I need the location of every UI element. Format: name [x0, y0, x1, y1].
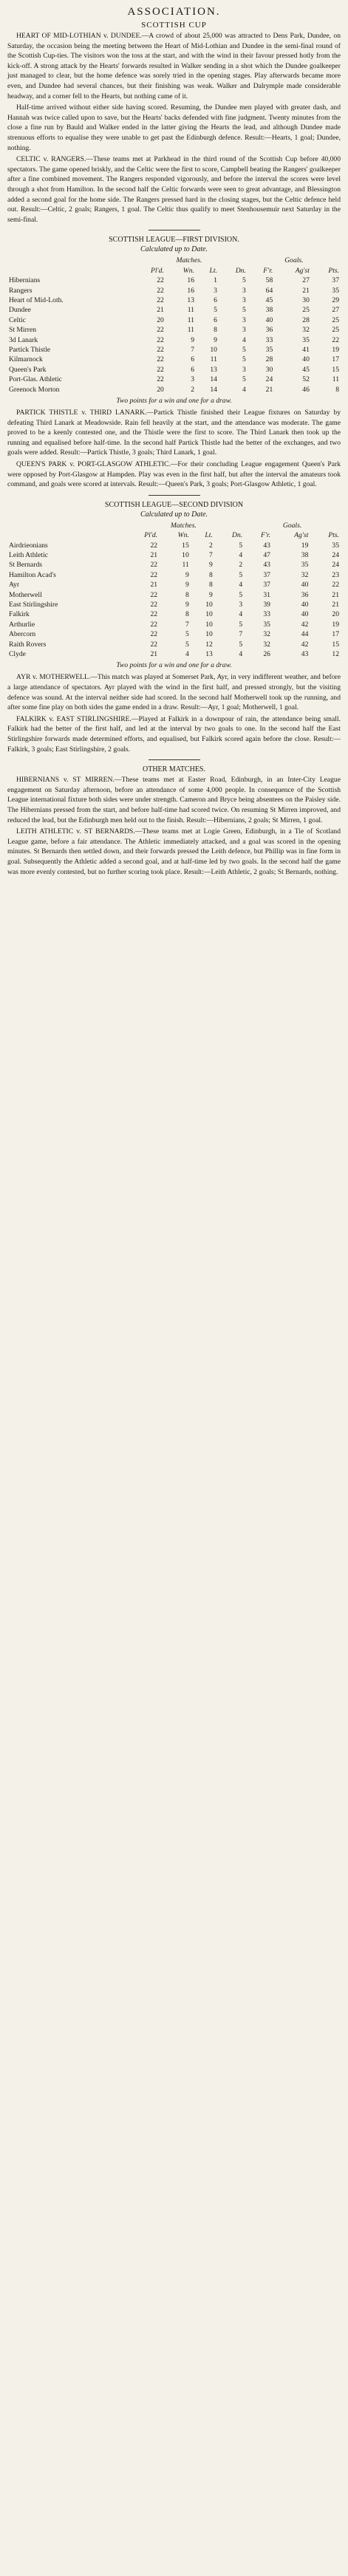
cell-lost: 10: [210, 345, 217, 354]
cell-pld: 21: [150, 550, 158, 559]
col-drawn: Dn.: [232, 531, 243, 540]
cell-pld: 21: [150, 581, 158, 590]
cell-against: 40: [301, 610, 309, 619]
cell-pld: 21: [150, 650, 158, 658]
table-row: [7, 315, 341, 325]
cell-for: 33: [263, 610, 270, 619]
cell-for: 35: [263, 620, 270, 629]
first-division-section: [7, 236, 341, 489]
cell-pts: 35: [332, 286, 339, 295]
cell-for: 38: [265, 306, 273, 315]
cell-won: 7: [185, 620, 189, 629]
cell-lost: 10: [205, 600, 213, 609]
cell-lost: 7: [209, 550, 213, 559]
cell-against: 42: [301, 620, 309, 629]
cell-club: Ayr: [9, 581, 20, 590]
table-row: [7, 570, 341, 580]
section-divider: [149, 495, 200, 496]
cell-won: 5: [185, 630, 189, 639]
cell-against: 38: [301, 550, 309, 559]
table-row: [7, 345, 341, 355]
cell-drawn: 4: [239, 610, 243, 619]
cell-against: 27: [302, 276, 310, 285]
cell-won: 10: [182, 550, 189, 559]
cell-club: Arthurlie: [9, 620, 35, 629]
cell-pld: 22: [150, 600, 158, 609]
header-matches: Matches.: [170, 521, 197, 530]
cell-club: Port-Glas. Athletic: [9, 375, 62, 384]
section-divider: [149, 759, 200, 760]
cell-pld: 22: [157, 375, 164, 384]
cell-pld: 22: [150, 590, 158, 599]
cell-pld: 22: [157, 365, 164, 374]
table-row: [7, 609, 341, 619]
cell-pts: 19: [332, 620, 339, 629]
cell-against: 40: [302, 355, 310, 364]
cell-lost: 10: [205, 610, 213, 619]
table-row: [7, 629, 341, 639]
cell-lost: 14: [210, 385, 217, 394]
cell-lost: 3: [214, 286, 217, 295]
cell-for: 32: [263, 630, 270, 639]
cell-club: Rangers: [9, 286, 33, 295]
col-against: Ag'st: [295, 266, 310, 275]
cell-won: 6: [191, 365, 194, 374]
cell-for: 24: [265, 375, 273, 384]
cell-for: 39: [263, 600, 270, 609]
table-row: [7, 375, 341, 384]
cell-pts: 35: [332, 541, 339, 550]
cell-lost: 12: [205, 640, 213, 649]
report-paragraph: QUEEN'S PARK v. PORT-GLASGOW ATHLETIC.—For their concluding League engagement Queen's Park were opposed by Port-Glasgow at Hampden. Play was even in the first half, but after the interval the amateurs took command, and goals were scored at intervals. Result:—Queen's Park, 3 goals; Port-Glasgow Athletic, 1 goal.: [7, 459, 341, 489]
cell-pts: 23: [332, 570, 339, 579]
report-paragraph: HIBERNIANS v. ST MIRREN.—These teams met at Easter Road, Edinburgh, in an Inter-City League engagement on Saturday afternoon, before an attendance of some 4,000 people. In consequence of the Scottish League international fixture both sides were under strength. Cameron and Bryce being absentees on the Paisley side. The Hibernians pressed from the start, and before half-time had scored twice. On resuming St Mirren improved, and reduced the lead, but the Edinburgh men held out to the finish. Result:—Hibernians, 2 goals; St Mirren, 1 goal.: [7, 776, 341, 824]
cell-against: 30: [302, 295, 310, 304]
table-row: [7, 385, 341, 394]
report-paragraph: CELTIC v. RANGERS.—These teams met at Parkhead in the third round of the Scottish Cup before 40,000 spectators. The game opened briskly, and the Celtic were the first to score, Campbell beating the Rangers' goalkeeper after a fine combined movement. The Rangers responded vigorously, and before the interval the scores were level through a shot from Hamilton. In the second half the Celtic forwards were seen to great advantage, and Blessington added a second goal for the home side. The Rangers pressed hard in the closing stages, but the Celtic defence held out. Result:—Celtic, 2 goals; Rangers, 1 goal. The Celtic thus qualify to meet Stenhousemuir next Saturday in the semi-final.: [7, 155, 341, 224]
association-section: [7, 6, 341, 225]
cell-lost: 8: [209, 581, 213, 590]
cell-pld: 21: [157, 306, 164, 315]
cell-club: Falkirk: [9, 610, 30, 619]
cell-club: Clyde: [9, 650, 26, 658]
cell-lost: 1: [214, 276, 217, 285]
report-paragraph: HEART OF MID-LOTHIAN v. DUNDEE.—A crowd of about 25,000 was attracted to Dens Park, Dundee, on Saturday, the occasion being the meeting between the Heart of Mid-Lothian and Dundee in the semi-final round of the Scottish Cup-ties. The visitors won the toss at the start, and with the wind in their favour pressed hotly from the kick-off. A strong attack by the Hearts' forwards resulted in Walker sending in a shot which the Dundee goalkeeper just managed to clear, but the home defence was sorely tried in the opening stages. Play afterwards became more even, and Dundee had several chances, but their finishing was weak. Walker and Dalrymple made considerable headway, and a corner fell to the Hearts, but nothing came of it.: [7, 32, 341, 100]
col-played: Pl'd.: [151, 266, 164, 275]
cell-club: Hibernians: [9, 276, 41, 285]
cell-pts: 19: [332, 345, 339, 354]
report-paragraph: FALKIRK v. EAST STIRLINGSHIRE.—Played at Falkirk in a downpour of rain, the attendance being small. Falkirk had the better of the first half, and led at the interval by two goals to one. In the second half the East Stirlingshire forwards made determined efforts, and equalised, but Falkirk scored again before the close. Result:—Falkirk, 3 goals; East Stirlingshire, 2 goals.: [7, 714, 341, 754]
table-row: [7, 580, 341, 590]
cell-for: 26: [263, 650, 270, 658]
cell-won: 9: [185, 570, 189, 579]
cell-drawn: 5: [242, 355, 246, 364]
col-drawn: Dn.: [235, 266, 246, 275]
col-points: Pts.: [328, 531, 339, 540]
cell-pts: 22: [332, 581, 339, 590]
cell-won: 16: [187, 286, 194, 295]
league-table-first: [7, 256, 341, 394]
cell-for: 58: [265, 276, 273, 285]
header-goals: Goals.: [284, 256, 304, 265]
cell-pld: 22: [157, 345, 164, 354]
cell-against: 43: [301, 650, 309, 658]
cell-for: 47: [263, 550, 270, 559]
cell-for: 40: [265, 315, 273, 324]
table-row: [7, 305, 341, 315]
cell-lost: 13: [205, 650, 213, 658]
cell-club: St Bernards: [9, 561, 43, 570]
cell-lost: 10: [205, 620, 213, 629]
cell-pld: 22: [150, 610, 158, 619]
cell-pts: 29: [332, 295, 339, 304]
cell-pts: 24: [332, 550, 339, 559]
cell-for: 30: [265, 365, 273, 374]
header-matches: Matches.: [176, 256, 202, 265]
cell-club: Heart of Mid-Loth.: [9, 295, 64, 304]
cell-against: 32: [302, 326, 310, 335]
cell-club: Leith Athletic: [9, 550, 49, 559]
cell-against: 36: [301, 590, 309, 599]
cell-pld: 22: [150, 630, 158, 639]
cell-club: Airdrieonians: [9, 541, 48, 550]
cell-pld: 22: [157, 355, 164, 364]
cell-pld: 22: [157, 335, 164, 344]
cell-against: 35: [301, 561, 309, 570]
cell-for: 21: [265, 385, 273, 394]
league-title: SCOTTISH LEAGUE—FIRST DIVISION.: [109, 236, 239, 245]
cell-club: St Mirren: [9, 326, 37, 335]
cell-drawn: 3: [242, 286, 246, 295]
table-group-header: [7, 521, 341, 530]
cell-pts: 25: [332, 315, 339, 324]
col-lost: Lt.: [205, 531, 213, 540]
cell-club: East Stirlingshire: [9, 600, 58, 609]
cell-pts: 21: [332, 600, 339, 609]
cell-pts: 27: [332, 306, 339, 315]
cell-drawn: 5: [239, 590, 243, 599]
points-note: Two points for a win and one for a draw.: [116, 396, 232, 405]
cell-lost: 9: [209, 561, 213, 570]
cell-against: 28: [302, 315, 310, 324]
cell-drawn: 4: [239, 650, 243, 658]
cell-won: 5: [185, 640, 189, 649]
cell-pts: 21: [332, 590, 339, 599]
table-row: [7, 640, 341, 649]
cell-won: 16: [187, 276, 194, 285]
cell-drawn: 5: [242, 345, 246, 354]
cell-lost: 2: [209, 541, 213, 550]
header-club: [7, 256, 131, 265]
table-row: [7, 295, 341, 305]
cell-pts: 17: [332, 355, 339, 364]
header-goals: Goals.: [282, 521, 302, 530]
table-col-header: [7, 530, 341, 540]
cell-drawn: 5: [242, 276, 246, 285]
cell-club: Partick Thistle: [9, 345, 51, 354]
cell-won: 11: [187, 306, 194, 315]
cell-club: Celtic: [9, 315, 26, 324]
cell-pld: 20: [157, 385, 164, 394]
col-against: Ag'st: [294, 531, 309, 540]
cell-pld: 22: [150, 561, 158, 570]
cell-against: 32: [301, 570, 309, 579]
cell-pld: 22: [150, 570, 158, 579]
cell-pts: 25: [332, 326, 339, 335]
cell-drawn: 3: [242, 295, 246, 304]
table-row: [7, 355, 341, 364]
cell-lost: 14: [210, 375, 217, 384]
cell-pts: 22: [332, 335, 339, 344]
table-row: [7, 590, 341, 600]
cell-drawn: 5: [239, 640, 243, 649]
table-row: [7, 560, 341, 570]
cell-for: 37: [263, 570, 270, 579]
col-lost: Lt.: [209, 266, 217, 275]
second-division-section: [7, 501, 341, 754]
cell-for: 31: [263, 590, 270, 599]
table-group-header: [7, 256, 341, 265]
header-club: [7, 521, 123, 530]
cell-drawn: 7: [239, 630, 243, 639]
cell-won: 2: [191, 385, 194, 394]
cell-club: Dundee: [9, 306, 31, 315]
cell-club: 3d Lanark: [9, 335, 38, 344]
cell-pts: 24: [332, 561, 339, 570]
cell-won: 8: [185, 610, 189, 619]
report-paragraph: PARTICK THISTLE v. THIRD LANARK.—Partick Thistle finished their League fixtures on Saturday by defeating Third Lanark at Meadowside. Rain fell heavily at the start, and the attendance was moderate. The game proved to be a keenly contested one, and the Thistle were the first to score. The Third Lanark then took up the running and equalised before half-time. In the second half Partick Thistle had the better of the exchanges, and two goals were added. Result:—Partick Thistle, 3 goals; Third Lanark, 1 goal.: [7, 408, 341, 457]
cell-drawn: 5: [242, 306, 246, 315]
cell-lost: 9: [214, 335, 217, 344]
cell-club: Abercorn: [9, 630, 36, 639]
cell-drawn: 2: [239, 561, 243, 570]
section-subtitle: SCOTTISH CUP: [141, 21, 207, 30]
section-title: OTHER MATCHES.: [142, 765, 205, 774]
cell-pts: 11: [332, 375, 339, 384]
cell-lost: 9: [209, 590, 213, 599]
cell-drawn: 3: [242, 315, 246, 324]
cell-against: 41: [302, 345, 310, 354]
cell-for: 64: [265, 286, 273, 295]
cell-pts: 15: [332, 640, 339, 649]
col-played: Pl'd.: [144, 531, 158, 540]
cell-pld: 22: [157, 295, 164, 304]
cell-against: 35: [302, 335, 310, 344]
league-calc-line: Calculated up to Date.: [140, 245, 208, 254]
cell-pts: 20: [332, 610, 339, 619]
cell-won: 13: [187, 295, 194, 304]
cell-drawn: 3: [242, 365, 246, 374]
cell-club: Queen's Park: [9, 365, 47, 374]
cell-drawn: 5: [242, 375, 246, 384]
cell-for: 45: [265, 295, 273, 304]
cell-pts: 17: [332, 630, 339, 639]
cell-pld: 22: [150, 620, 158, 629]
cell-for: 32: [263, 640, 270, 649]
cell-won: 11: [187, 326, 194, 335]
cell-against: 40: [301, 600, 309, 609]
cell-pts: 37: [332, 276, 339, 285]
cell-for: 36: [265, 326, 273, 335]
table-body: [7, 276, 341, 394]
cell-pts: 8: [335, 385, 339, 394]
cell-for: 35: [265, 345, 273, 354]
cell-against: 25: [302, 306, 310, 315]
cell-against: 21: [302, 286, 310, 295]
cell-drawn: 4: [242, 385, 246, 394]
league-calc-line: Calculated up to Date.: [140, 510, 208, 519]
cell-lost: 10: [205, 630, 213, 639]
cell-club: Kilmarnock: [9, 355, 43, 364]
cell-drawn: 4: [239, 550, 243, 559]
cell-against: 45: [302, 365, 310, 374]
cell-won: 4: [185, 650, 189, 658]
table-row: [7, 335, 341, 345]
league-title: SCOTTISH LEAGUE—SECOND DIVISION: [104, 500, 244, 509]
cell-against: 52: [302, 375, 310, 384]
cell-pld: 22: [157, 276, 164, 285]
report-paragraph: Half-time arrived without either side having scored. Resuming, the Dundee men played with greater dash, and Hannah was twice called upon to save, but the Hearts' backs defended with fine judgment. Twenty minutes from the close a fine run by Bauld and Walker ended in the latter giving the Hearts the lead, and although Dundee made strenuous efforts to equalise they were unable to get past the Edinburgh defence. Result:—Hearts, 1 goal; Dundee, nothing.: [7, 103, 341, 152]
table-col-header: [7, 266, 341, 276]
cell-for: 37: [263, 581, 270, 590]
cell-lost: 6: [214, 295, 217, 304]
table-row: [7, 600, 341, 609]
league-table-second: [7, 521, 341, 660]
table-row: [7, 325, 341, 335]
other-matches-section: [7, 765, 341, 877]
cell-won: 6: [191, 355, 194, 364]
table-body: [7, 541, 341, 660]
cell-drawn: 4: [242, 335, 246, 344]
cell-against: 19: [301, 541, 309, 550]
col-for: F'r.: [260, 531, 270, 540]
points-note: Two points for a win and one for a draw.: [116, 661, 232, 670]
cell-drawn: 5: [239, 570, 243, 579]
cell-pld: 22: [150, 640, 158, 649]
cell-lost: 8: [214, 326, 217, 335]
cell-club: Motherwell: [9, 590, 42, 599]
cell-club: Raith Rovers: [9, 640, 47, 649]
cell-drawn: 5: [239, 541, 243, 550]
cell-drawn: 3: [239, 600, 243, 609]
cell-pld: 22: [157, 286, 164, 295]
cell-lost: 11: [210, 355, 217, 364]
cell-pts: 15: [332, 365, 339, 374]
cell-won: 11: [187, 315, 194, 324]
table-row: [7, 541, 341, 550]
cell-drawn: 4: [239, 581, 243, 590]
table-row: [7, 276, 341, 285]
cell-won: 9: [185, 581, 189, 590]
cell-pld: 20: [157, 315, 164, 324]
table-row: [7, 550, 341, 560]
cell-against: 46: [302, 385, 310, 394]
cell-won: 9: [191, 335, 194, 344]
cell-against: 44: [301, 630, 309, 639]
cell-won: 7: [191, 345, 194, 354]
cell-pts: 12: [332, 650, 339, 658]
report-paragraph: AYR v. MOTHERWELL.—This match was played at Somerset Park, Ayr, in very indifferent weather, and before a large attendance of spectators. Ayr played with the wind in the first half, and pressed strongly, but the visiting defence was sound. At the interval neither side had scored. In the second half Motherwell took up the running, and after some fine play on both sides the game ended in a draw. Result:—Ayr, 1 goal; Motherwell, 1 goal.: [7, 673, 341, 712]
cell-pld: 22: [150, 541, 158, 550]
table-row: [7, 365, 341, 375]
cell-lost: 6: [214, 315, 217, 324]
cell-drawn: 3: [242, 326, 246, 335]
cell-won: 15: [182, 541, 189, 550]
section-title: ASSOCIATION.: [127, 6, 221, 18]
cell-against: 40: [301, 581, 309, 590]
col-points: Pts.: [328, 266, 339, 275]
cell-pld: 22: [157, 326, 164, 335]
col-won: Wn.: [177, 531, 189, 540]
cell-club: Greenock Morton: [9, 385, 60, 394]
cell-club: Hamilton Acad's: [9, 570, 56, 579]
table-row: [7, 286, 341, 295]
cell-drawn: 5: [239, 620, 243, 629]
report-paragraph: LEITH ATHLETIC v. ST BERNARDS.—These teams met at Logie Green, Edinburgh, in a Tie of Scotland League game, before a fair attendance. The Athletic immediately attacked, and a goal was scored in the opening minutes. St Bernards then settled down, and their forwards pressed the Leith defence, but Phillip was in fine form in goal. Subsequently the Athletic added a second goal, and at half-time led by two goals. In the second half the game was more evenly contested, but no further scoring took place. Result:—Leith Athletic, 2 goals; St Bernards, nothing.: [7, 827, 341, 876]
col-won: Wn.: [182, 266, 194, 275]
cell-for: 43: [263, 561, 270, 570]
cell-won: 11: [182, 561, 189, 570]
col-for: F'r.: [263, 266, 273, 275]
table-row: [7, 649, 341, 659]
table-row: [7, 620, 341, 629]
cell-won: 3: [191, 375, 194, 384]
cell-for: 33: [265, 335, 273, 344]
cell-lost: 8: [209, 570, 213, 579]
cell-lost: 5: [214, 306, 217, 315]
cell-for: 28: [265, 355, 273, 364]
cell-for: 43: [263, 541, 270, 550]
cell-against: 42: [301, 640, 309, 649]
cell-won: 9: [185, 600, 189, 609]
cell-won: 8: [185, 590, 189, 599]
cell-lost: 13: [210, 365, 217, 374]
